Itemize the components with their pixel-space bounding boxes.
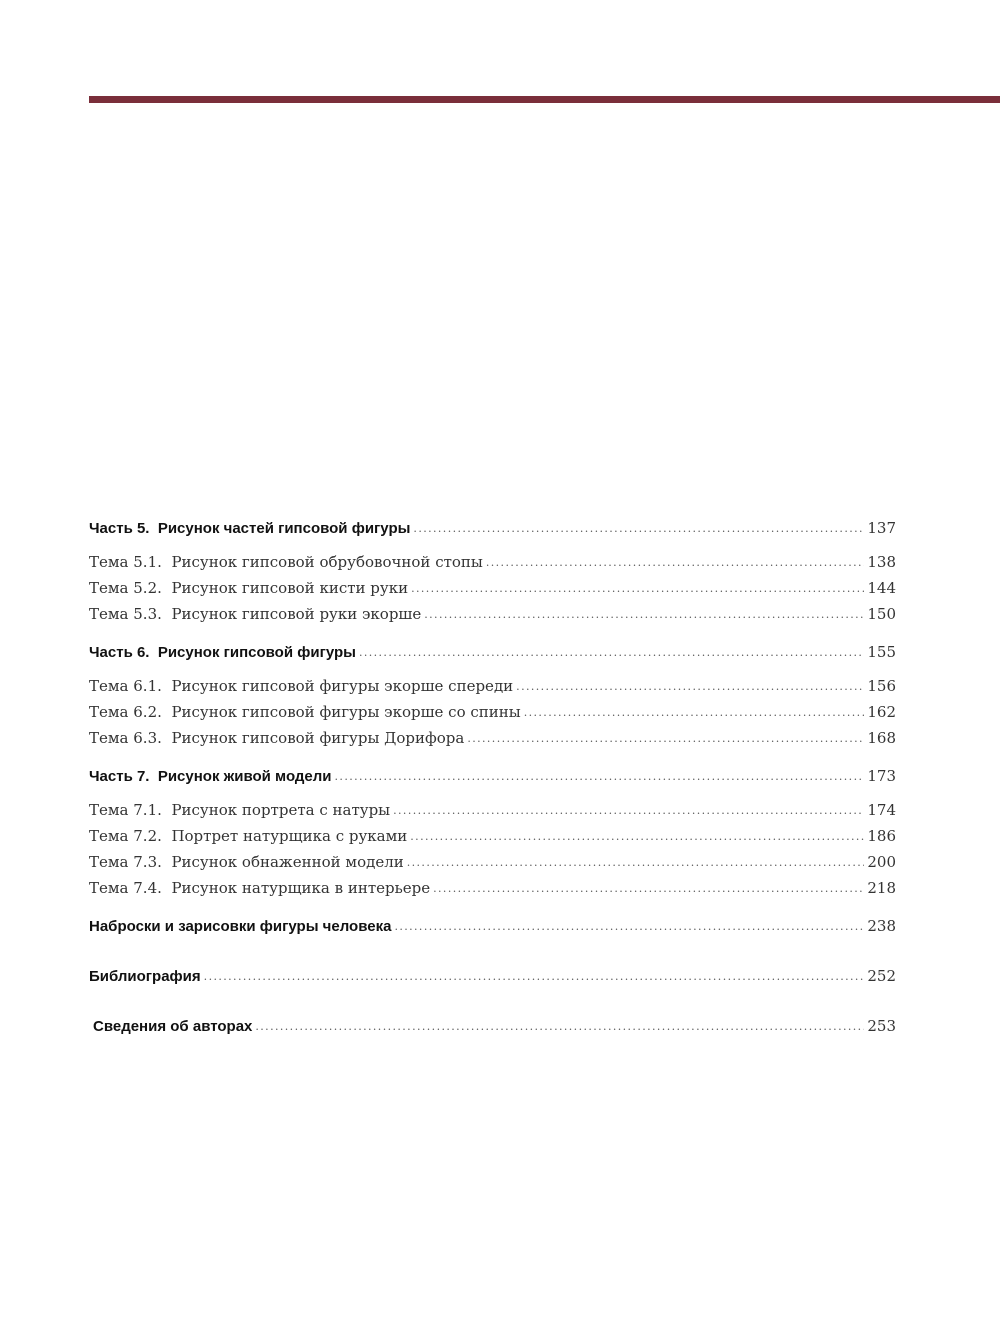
topic-number: Тема 7.2.: [89, 827, 162, 845]
dot-leader: [204, 964, 864, 990]
dot-leader: [424, 602, 864, 628]
page-number: 186: [867, 827, 896, 845]
section-title: Сведения об авторах: [93, 1018, 253, 1035]
topic-number: Тема 6.1.: [89, 677, 162, 695]
page-number: 200: [867, 853, 896, 871]
dot-leader: [413, 516, 864, 542]
dot-leader: [393, 798, 864, 824]
part-title: Рисунок живой модели: [157, 768, 332, 785]
toc-entry-part-6[interactable]: [89, 639, 896, 665]
topic-number: Тема 5.3.: [89, 605, 162, 623]
dot-leader: [255, 1014, 864, 1040]
topic-number: Тема 5.2.: [89, 579, 162, 597]
dot-leader: [407, 850, 864, 876]
toc-entry-topic-5-2[interactable]: [89, 575, 896, 601]
table-of-contents: [89, 515, 896, 1039]
page-number: 137: [867, 519, 896, 537]
dot-leader: [467, 726, 864, 752]
dot-leader: [410, 824, 864, 850]
part-title: Рисунок частей гипсовой фигуры: [157, 520, 411, 537]
topic-number: Тема 6.3.: [89, 729, 162, 747]
topic-title: Рисунок гипсовой фигуры экорше спереди: [171, 677, 514, 695]
topic-title: Рисунок гипсовой руки экорше: [171, 605, 422, 623]
toc-entry-authors[interactable]: [89, 1013, 896, 1039]
page-number: 218: [867, 879, 896, 897]
topic-number: Тема 6.2.: [89, 703, 162, 721]
toc-entry-topic-7-2[interactable]: [89, 823, 896, 849]
dot-leader: [433, 876, 864, 902]
part-number: Часть 7.: [89, 768, 150, 785]
topic-number: Тема 7.1.: [89, 801, 162, 819]
section-title: Библиография: [89, 968, 201, 985]
topic-number: Тема 7.4.: [89, 879, 162, 897]
topic-title: Рисунок гипсовой фигуры экорше со спины: [171, 703, 521, 721]
toc-entry-topic-7-1[interactable]: [89, 797, 896, 823]
toc-entry-sketches[interactable]: [89, 913, 896, 939]
part-title: Рисунок гипсовой фигуры: [157, 644, 356, 661]
toc-entry-topic-5-1[interactable]: [89, 549, 896, 575]
topic-title: Рисунок портрета с натуры: [171, 801, 391, 819]
topic-title: Рисунок гипсовой кисти руки: [171, 579, 409, 597]
toc-entry-topic-5-3[interactable]: [89, 601, 896, 627]
dot-leader: [411, 576, 864, 602]
dot-leader: [486, 550, 864, 576]
page-number: 138: [867, 553, 896, 571]
dot-leader: [516, 674, 864, 700]
page-number: 150: [867, 605, 896, 623]
topic-title: Портрет натурщика с руками: [171, 827, 408, 845]
topic-title: Рисунок гипсовой обрубовочной стопы: [171, 553, 483, 571]
dot-leader: [335, 764, 864, 790]
toc-entry-topic-6-3[interactable]: [89, 725, 896, 751]
page-number: 168: [867, 729, 896, 747]
toc-entry-topic-7-4[interactable]: [89, 875, 896, 901]
page-number: 156: [867, 677, 896, 695]
part-number: Часть 5.: [89, 520, 150, 537]
page-number: 238: [867, 917, 896, 935]
toc-entry-part-7[interactable]: [89, 763, 896, 789]
toc-entry-bibliography[interactable]: [89, 963, 896, 989]
topic-number: Тема 7.3.: [89, 853, 162, 871]
topic-title: Рисунок обнаженной модели: [171, 853, 404, 871]
dot-leader: [394, 914, 864, 940]
topic-title: Рисунок гипсовой фигуры Дорифора: [171, 729, 465, 747]
top-decorative-rule: [89, 96, 1000, 103]
topic-number: Тема 5.1.: [89, 553, 162, 571]
toc-entry-topic-7-3[interactable]: [89, 849, 896, 875]
page-number: 174: [867, 801, 896, 819]
page-number: 162: [867, 703, 896, 721]
page-number: 253: [867, 1017, 896, 1035]
part-number: Часть 6.: [89, 644, 150, 661]
dot-leader: [524, 700, 864, 726]
toc-entry-topic-6-2[interactable]: [89, 699, 896, 725]
topic-title: Рисунок натурщика в интерьере: [171, 879, 431, 897]
page-number: 155: [867, 643, 896, 661]
dot-leader: [359, 640, 864, 666]
toc-entry-topic-6-1[interactable]: [89, 673, 896, 699]
toc-entry-part-5[interactable]: [89, 515, 896, 541]
page-number: 252: [867, 967, 896, 985]
section-title: Наброски и зарисовки фигуры человека: [89, 918, 392, 935]
page-number: 144: [867, 579, 896, 597]
page-number: 173: [867, 767, 896, 785]
